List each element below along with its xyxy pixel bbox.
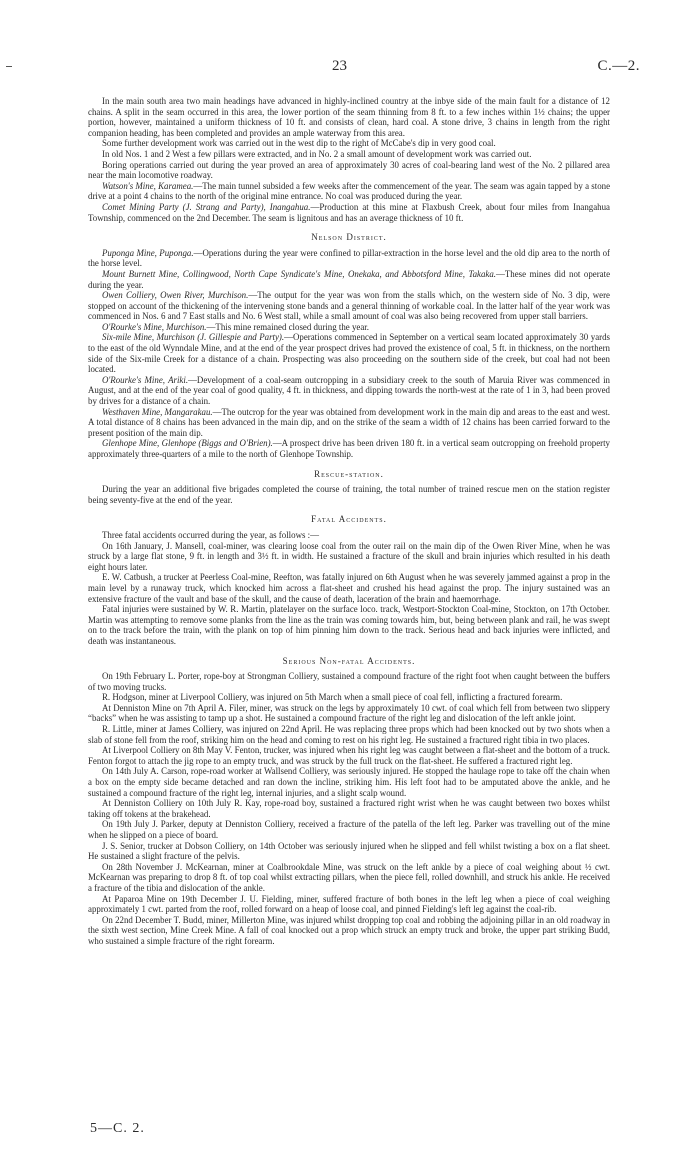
paragraph-text: —A prospect drive has been driven 180 ft. in a vertical seam outcropping on freehold property approximately three-quarters of a mile to the north of Glenhope Township. <box>88 438 610 459</box>
mine-name: Watson's Mine, Karamea. <box>102 180 194 191</box>
mine-name: O'Rourke's Mine, Murchison. <box>102 321 207 332</box>
section-heading: Serious Non-fatal Accidents. <box>282 655 416 666</box>
paragraph-text: At Paparoa Mine on 19th December J. U. Fielding, miner, suffered fracture of both bones in the left leg when a piece of coal weighing approximately 1 cwt. parted from the roof, rolled forward on a heap of loose coal, and pinned Fielding's left leg against the coal-rib. <box>88 893 610 915</box>
paragraph-text: On 19th February L. Porter, rope-boy at Strongman Colliery, sustained a compound fracture of the right foot when caught between the buffers of two moving trucks. <box>88 671 610 692</box>
mine-name: Comet Mining Party (J. Strang and Party), Inangahua. <box>102 201 311 212</box>
paragraph-text: Fatal injuries were sustained by W. R. Martin, platelayer on the surface loco. track, Westport-Stockton Coal-mine, Stockton, on 17th October. Martin was attempting to remove some planks from the line as the train was coming towards him, but, being between plank and rail, he was swept on to the track before the train, with the plank on top of him pinning him down to the track. Serious head and back injuries were inflicted, and death was instantaneous. <box>88 604 610 646</box>
paragraph-text: —The outcrop for the year was obtained from development work in the main dip and areas to the east and west. A total distance of 8 chains has been advanced in the main dip, and on the strike of the seam a width of 12 chains has been carried forward to the present position of the main dip. <box>88 406 610 438</box>
paragraph <box>88 862 610 894</box>
paragraph <box>88 894 610 915</box>
section-heading: Fatal Accidents. <box>311 514 387 525</box>
paragraph-text: Boring operations carried out during the year proved an area of approximately 30 acres of coal-bearing land west of the No. 2 pillared area near the main locomotive roadway. <box>88 159 610 181</box>
mine-name: Glenhope Mine, Glenhope (Biggs and O'Brien). <box>102 438 273 449</box>
paragraph <box>88 915 610 947</box>
paragraph-text: During the year an additional five brigades completed the course of training, the total number of trained rescue men on the station register being seventy-five at the end of the year. <box>88 484 610 505</box>
paragraph <box>88 841 610 862</box>
paragraph <box>88 604 610 646</box>
paragraph-text: —Development of a coal-seam outcropping in a subsidiary creek to the south of Maruia River was commenced in August, and at the end of the year coal of good quality, 4 ft. in thickness, and dipping towards the north-west at the rate of 1 in 3, had been proved by drives for a distance of a chain. <box>88 374 610 407</box>
paragraph <box>88 692 610 703</box>
paragraph-text: On 16th January, J. Mansell, coal-miner, was clearing loose coal from the outer rail on the main dip of the Owen River Mine, when he was struck by a large flat stone, 9 ft. in length and 3½ ft. in width. He sustained a fracture of the skull and brain injuries which resulted in his death eight hours later. <box>88 540 610 572</box>
mine-name: Six-mile Mine, Murchison (J. Gillespie and Party). <box>102 332 285 343</box>
paragraph <box>88 248 610 269</box>
paragraph <box>88 572 610 604</box>
paragraph <box>88 332 610 374</box>
paragraph-text: On 14th July A. Carson, rope-road worker at Wallsend Colliery, was seriously injured. He stopped the haulage rope to take off the chain when a box on the empty side became detached and ran down the incline, striking him. His left foot had to be amputated above the ankle, and he sustained a compound fracture of the right leg, internal injuries, and a slight scalp wound. <box>88 766 610 798</box>
paragraph-text: —Production at this mine at Flaxbush Creek, about four miles from Inangahua Township, commenced on the 2nd December. The seam is lignitous and has an average thickness of 10 ft. <box>88 201 610 223</box>
paragraph-text: J. S. Senior, trucker at Dobson Colliery, on 14th October was seriously injured when he slipped and fell whilst twisting a box on a flat sheet. He sustained a slight fracture of the pelvis. <box>88 840 610 862</box>
paragraph-text: At Liverpool Colliery on 8th May V. Fenton, trucker, was injured when his right leg was caught between a flat-sheet and the bottom of a truck. Fenton forgot to attach the jig rope to an empty truck, and was struck by the full truck on the flat-sheet. He suffered a fractured right leg. <box>88 745 610 766</box>
paragraph <box>88 138 610 149</box>
paragraph <box>88 96 610 138</box>
paragraph <box>88 541 610 573</box>
mine-name: Owen Colliery, Owen River, Murchison. <box>102 290 249 301</box>
page-header <box>0 58 700 78</box>
paragraph-text: In old Nos. 1 and 2 West a few pillars were extracted, and in No. 2 a small amount of development work was carried out. <box>102 148 532 159</box>
paragraph <box>88 724 610 745</box>
section-heading: Rescue-station. <box>314 468 384 479</box>
document-body <box>88 96 610 947</box>
paragraph-text: Some further development work was carried out in the west dip to the right of McCabe's dip in very good coal. <box>102 138 496 149</box>
paragraph <box>88 160 610 181</box>
page-number: 23 <box>332 58 347 74</box>
paragraph <box>88 269 610 290</box>
paragraph <box>88 149 610 160</box>
paragraph-text: On 22nd December T. Budd, miner, Millerton Mine, was injured whilst dropping top coal and robbing the adjoining pillar in an old roadway in the sixth west section, Mine Creek Mine. A fall of coal knocked out a prop which struck an empty truck and broke, the upper part striking Budd, who sustained a simple fracture of the right forearm. <box>88 914 610 946</box>
paragraph-text: —The main tunnel subsided a few weeks after the commencement of the year. The seam was again tapped by a stone drive at a point 4 chains to the north of the original mine entrance. No coal was produced during the year. <box>88 180 611 202</box>
section-heading: Nelson District. <box>311 232 387 243</box>
paragraph-text: At Denniston Mine on 7th April A. Filer, miner, was struck on the legs by approximately 10 cwt. of coal which fell from between two slippery “backs” when he was assisting to tamp up a shot. He sustained a compound fracture of the right leg and dislocation of the left ankle joint. <box>88 702 610 724</box>
paragraph-text: At Denniston Colliery on 10th July R. Kay, rope-road boy, sustained a fractured right wrist when he was caught between two boxes whilst taking off tokens at the brakehead. <box>88 798 610 819</box>
paragraph <box>88 798 610 819</box>
paragraph <box>88 181 610 202</box>
paragraph-text: In the main south area two main headings have advanced in highly-inclined country at the inbye side of the main fault for a distance of 12 chains. A split in the seam occurred in this area, the lower portion of the seam thinning from 8 ft. to a few inches within 1½ chains; the upper portion, however, maintained a uniform thickness of 10 ft. and consists of clean, hard coal. A stone drive, 3 chains in length from the right companion heading, has been completed and provides an ample waterway from this area. <box>88 96 610 138</box>
paragraph <box>88 375 610 407</box>
mine-name: Puponga Mine, Puponga. <box>102 247 194 258</box>
paragraph <box>88 484 610 505</box>
mine-name: O'Rourke's Mine, Ariki. <box>102 374 189 385</box>
paragraph-text: —Operations commenced in September on a vertical seam located approximately 30 yards to the east of the old Wynndale Mine, and at the end of the year prospect drives had proved the existence of coal, 5 ft. in thickness, on the northern side of the Six-mile Creek for a distance of a chain. Prospecting was also proceeding on the southern side of the creek, but coal had not been located. <box>88 332 610 375</box>
mine-name: Mount Burnett Mine, Collingwood, North Cape Syndicate's Mine, Onekaka, and Abbotsford Mine, Takaka. <box>102 268 496 279</box>
paragraph-text: —The output for the year was won from the stalls which, on the western side of No. 3 dip, were stopped on account of the thickening of the intervening stone bands and a general thinning of workable coal. In the latter half of the year work was commenced in Nos. 6 and 7 East stalls and No. 6 West stall, while a small amount of coal was also being recovered from upper stall barriers. <box>88 290 610 322</box>
paragraph <box>88 407 610 439</box>
paragraph <box>88 819 610 840</box>
paragraph <box>88 530 610 541</box>
mine-name: Westhaven Mine, Mangarakau. <box>102 406 213 417</box>
paragraph <box>88 438 610 459</box>
paragraph <box>88 322 610 333</box>
paragraph <box>88 745 610 766</box>
paragraph <box>88 671 610 692</box>
paragraph-text: —This mine remained closed during the year. <box>206 321 369 332</box>
paragraph-text: —Operations during the year were confined to pillar-extraction in the horse level and the old dip area to the north of the horse level. <box>88 247 610 269</box>
paragraph-text: Three fatal accidents occurred during the year, as follows :— <box>102 529 319 540</box>
paragraph <box>88 766 610 798</box>
paragraph-text: On 19th July J. Parker, deputy at Denniston Colliery, received a fracture of the patella of the left leg. Parker was travelling out of the mine when he slipped on a piece of board. <box>88 819 610 840</box>
paragraph-text: R. Little, miner at James Colliery, was injured on 22nd April. He was replacing three props which had been knocked out by two shots when a slab of stone fell from the roof, striking him on the head and coming to rest on his right leg. He sustained a fractured right tibia in two places. <box>88 724 610 745</box>
document-reference: C.—2. <box>597 58 640 74</box>
paragraph-text: E. W. Catbush, a trucker at Peerless Coal-mine, Reefton, was fatally injured on 6th August when he was severely jammed against a prop in the main level by a runaway truck, which knocked him across a flat-sheet and crushed his head against the prop. The injury sustained was an extensive fracture of the vault and base of the skull, and the cause of death, laceration of the brain and haemorrhage. <box>88 572 610 604</box>
paragraph <box>88 290 610 322</box>
paragraph <box>88 202 610 223</box>
paragraph-text: —These mines did not operate during the year. <box>88 268 611 290</box>
paragraph-text: R. Hodgson, miner at Liverpool Colliery, was injured on 5th March when a small piece of coal fell, inflicting a fractured forearm. <box>102 692 563 703</box>
paragraph <box>88 703 610 724</box>
signature-mark: 5—C. 2. <box>90 1121 145 1136</box>
paragraph-text: On 28th November J. McKearnan, miner at Coalbrookdale Mine, was struck on the left ankle by a piece of coal weighing about ½ cwt. McKearnan was preparing to drop 8 ft. of top coal whilst extracting pillars, when the piece fell, rolled downhill, and struck his ankle. He received a fracture of the tibia and dislocation of the ankle. <box>88 861 610 893</box>
